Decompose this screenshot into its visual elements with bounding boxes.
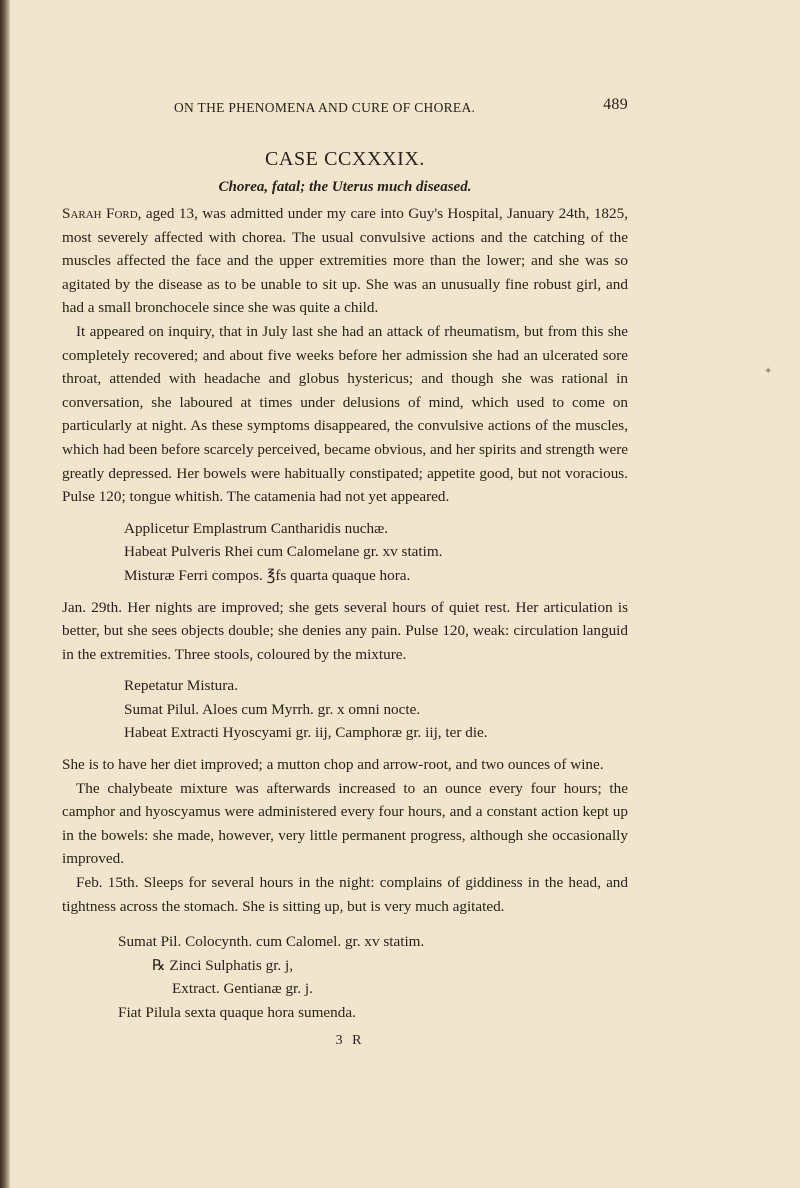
running-head bbox=[62, 96, 628, 120]
paragraph-jan-29: Jan. 29th. Her nights are improved; she gets several hours of quiet rest. Her articulation is better, but she sees objects double; she denies any pain. Pulse 120, weak: circulation languid in the extremities. Three stools, coloured by the mixture. bbox=[62, 598, 628, 663]
prescription-line: Repetatur Mistura. bbox=[124, 677, 238, 695]
paragraph-progress: The chalybeate mixture was afterwards increased to an ounce every four hours; the camphor and hyoscyamus were administered every four hours, and a constant action kept up in the bowels: she made, however, very little permanent progress, although she occasionally improved. bbox=[62, 779, 628, 868]
case-title: CASE CCXXXIX. bbox=[264, 148, 426, 170]
paragraph-admission-text: aged 13, was admitted under my care into Guy's Hospital, January 24th, 1825, most severely affected with chorea. The usual convulsive actions and the catching of the muscles affected the face and the upper extremities more than the lower; and she was so agitated by the disease as to be unable to sit up. She was an unusually fine robust girl, and had a small bronchocele since she was quite a child. bbox=[62, 205, 628, 317]
stray-mark-icon: ✦ bbox=[764, 366, 773, 377]
prescription-line: Sumat Pilul. Aloes cum Myrrh. gr. x omni nocte. bbox=[124, 700, 421, 718]
prescription-line: Sumat Pil. Colocynth. cum Calomel. gr. xv statim. bbox=[118, 933, 425, 951]
prescription-line: ℞ Zinci Sulphatis gr. j, bbox=[152, 956, 294, 974]
patient-name: Sarah Ford, bbox=[62, 205, 142, 222]
prescription-line: Extract. Gentianæ gr. j. bbox=[172, 980, 313, 998]
prescription-1 bbox=[62, 517, 628, 588]
prescription-line: Fiat Pilula sexta quaque hora sumenda. bbox=[118, 1004, 356, 1021]
prescription-line: Habeat Pulveris Rhei cum Calomelane gr. xv statim. bbox=[124, 543, 443, 561]
paragraph-admission bbox=[62, 202, 628, 320]
signature-mark: 3 R bbox=[335, 1032, 365, 1048]
running-head-title: ON THE PHENOMENA AND CURE OF CHOREA. bbox=[174, 100, 476, 115]
prescription-line: Applicetur Emplastrum Cantharidis nuchæ. bbox=[124, 519, 389, 537]
page-number: 489 bbox=[603, 96, 628, 113]
paragraph-feb-15: Feb. 15th. Sleeps for several hours in the night: complains of giddiness in the head, and tightness across the stomach. She is sitting up, but is very much agitated. bbox=[62, 874, 628, 915]
prescription-2 bbox=[62, 674, 628, 745]
text-block bbox=[62, 96, 628, 1049]
paragraph-diet: She is to have her diet improved; a mutton chop and arrow-root, and two ounces of wine. bbox=[62, 756, 604, 774]
prescription-line: Habeat Extracti Hyoscyami gr. iij, Camphoræ gr. iij, ter die. bbox=[124, 724, 488, 742]
prescription-3 bbox=[62, 930, 628, 1024]
paragraph-history: It appeared on inquiry, that in July last she had an attack of rheumatism, but from this she completely recovered; and about five weeks before her admission she had an ulcerated sore throat, attended with headache and globus hystericus; and though she was rational in conversation, she laboured at times under delusions of mind, which used to come on particularly at night. As these symptoms disappeared, the convulsive actions of the muscles, which had been before scarcely perceived, became obvious, and her spirits and strength were greatly depressed. Her bowels were habitually constipated; appetite good, but not voracious. Pulse 120; tongue whitish. The catamenia had not yet appeared. bbox=[62, 322, 628, 506]
binding-edge bbox=[0, 0, 10, 1188]
case-subtitle: Chorea, fatal; the Uterus much diseased. bbox=[218, 179, 472, 195]
prescription-line: Misturæ Ferri compos. ℥fs quarta quaque hora. bbox=[124, 566, 411, 584]
